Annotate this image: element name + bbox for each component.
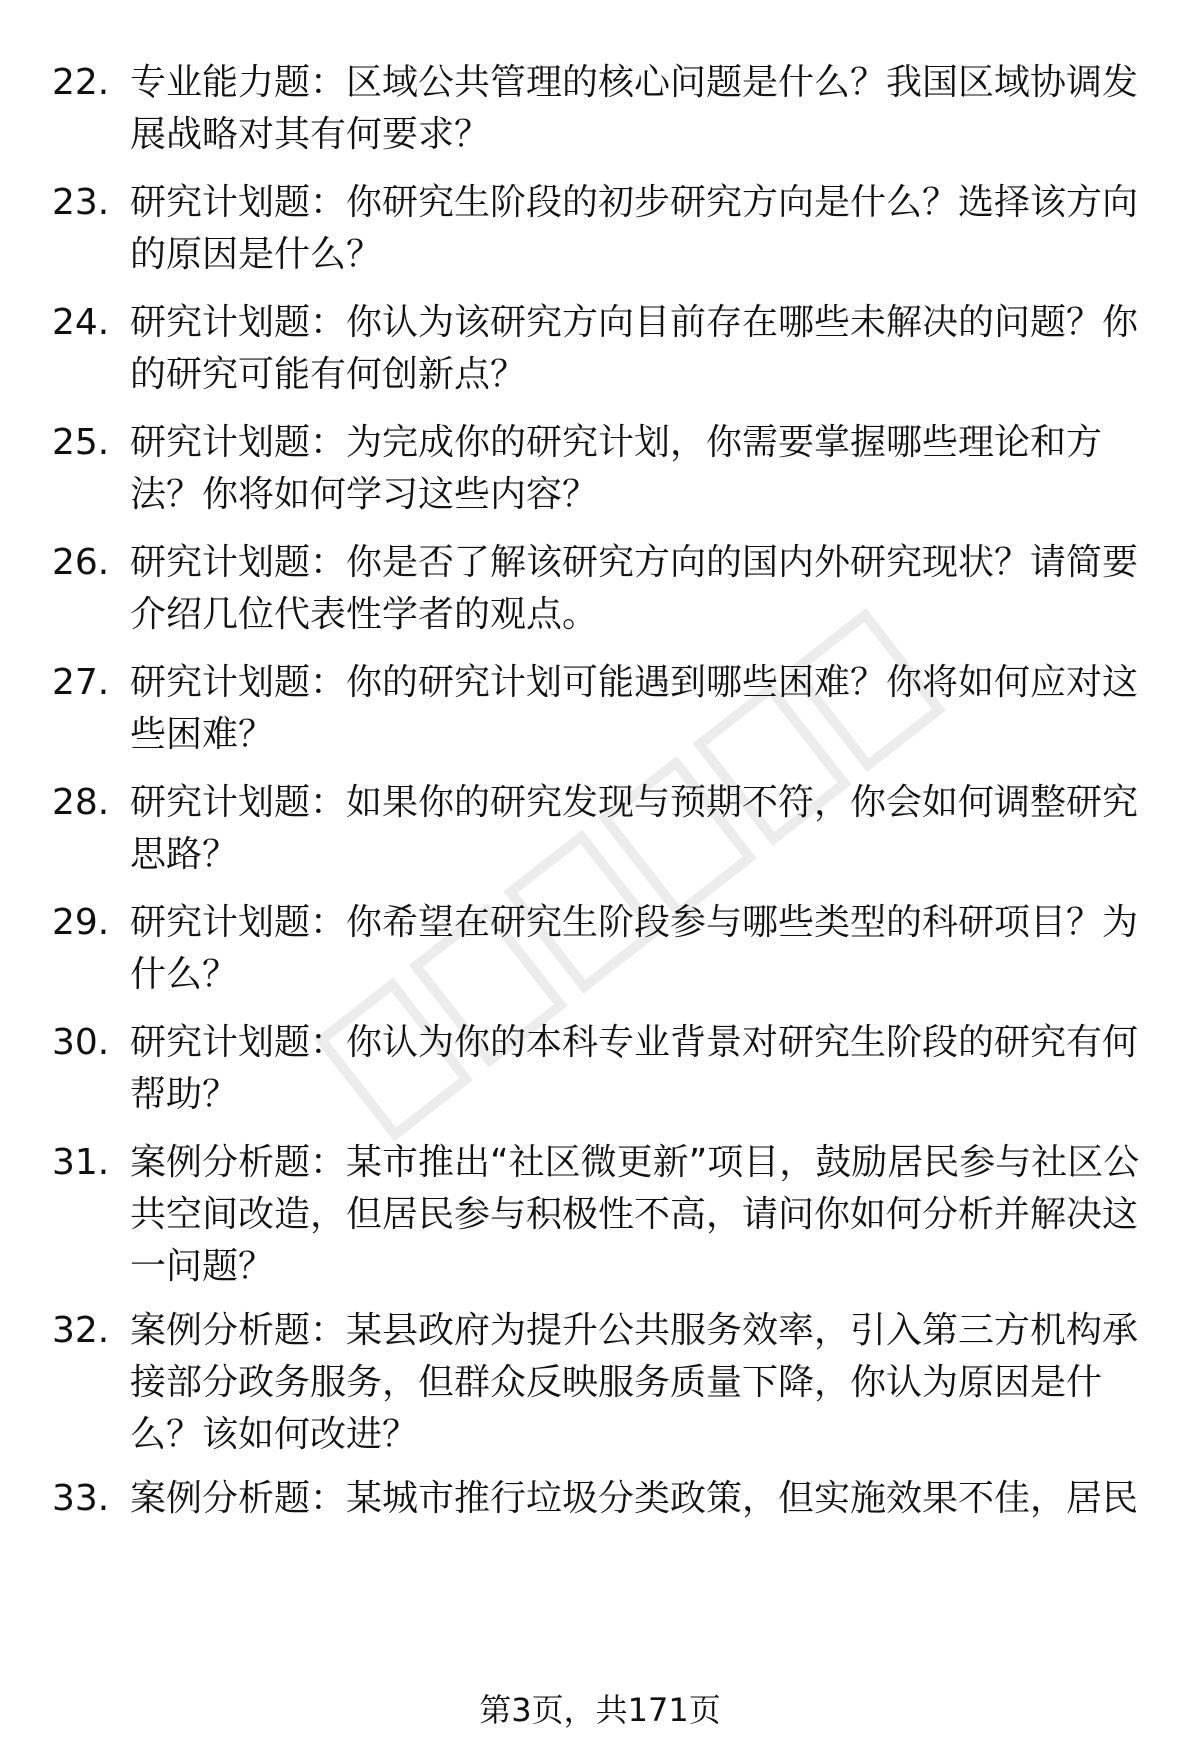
- question-text: 研究计划题：你研究生阶段的初步研究方向是什么？选择该方向的原因是什么？: [130, 182, 1139, 275]
- question-item: [52, 537, 1152, 641]
- question-number: 22.: [52, 62, 110, 103]
- question-text: 研究计划题：如果你的研究发现与预期不符，你会如何调整研究思路？: [130, 782, 1139, 875]
- question-item: [52, 777, 1152, 881]
- question-number: 27.: [52, 662, 110, 703]
- question-item: [52, 1305, 1152, 1461]
- question-item: [52, 1017, 1152, 1121]
- question-number: 32.: [52, 1310, 110, 1351]
- question-item: [52, 57, 1152, 161]
- question-item: [52, 1473, 1152, 1525]
- question-text: 案例分析题：某市推出“社区微更新”项目，鼓励居民参与社区公共空间改造，但居民参与积极性不高，请问你如何分析并解决这一问题？: [130, 1142, 1140, 1287]
- page-footer: 第3页，共171页: [479, 1691, 721, 1729]
- question-text: 案例分析题：某城市推行垃圾分类政策，但实施效果不佳，居民: [130, 1478, 1139, 1519]
- question-number: 30.: [52, 1022, 110, 1063]
- question-text: 研究计划题：你认为你的本科专业背景对研究生阶段的研究有何帮助？: [130, 1022, 1139, 1115]
- question-text: 研究计划题：你的研究计划可能遇到哪些困难？你将如何应对这些困难？: [130, 662, 1139, 755]
- question-item: [52, 897, 1152, 1001]
- question-number: 24.: [52, 302, 110, 343]
- question-text: 研究计划题：你希望在研究生阶段参与哪些类型的科研项目？为什么？: [130, 902, 1139, 995]
- question-item: [52, 417, 1152, 521]
- question-number: 25.: [52, 422, 110, 463]
- question-text: 研究计划题：你是否了解该研究方向的国内外研究现状？请简要介绍几位代表性学者的观点。: [130, 542, 1139, 635]
- question-item: [52, 177, 1152, 281]
- question-number: 26.: [52, 542, 110, 583]
- question-text: 案例分析题：某县政府为提升公共服务效率，引入第三方机构承接部分政务服务，但群众反映服务质量下降，你认为原因是什么？该如何改进？: [130, 1310, 1139, 1455]
- question-number: 28.: [52, 782, 110, 823]
- question-text: 研究计划题：你认为该研究方向目前存在哪些未解决的问题？你的研究可能有何创新点？: [130, 302, 1139, 395]
- question-item: [52, 657, 1152, 761]
- question-number: 33.: [52, 1478, 110, 1519]
- question-number: 29.: [52, 902, 110, 943]
- question-item: [52, 1137, 1152, 1293]
- question-text: 研究计划题：为完成你的研究计划，你需要掌握哪些理论和方法？你将如何学习这些内容？: [130, 422, 1103, 515]
- question-item: [52, 297, 1152, 401]
- question-text: 专业能力题：区域公共管理的核心问题是什么？我国区域协调发展战略对其有何要求？: [130, 62, 1139, 155]
- question-number: 31.: [52, 1142, 110, 1183]
- question-number: 23.: [52, 182, 110, 223]
